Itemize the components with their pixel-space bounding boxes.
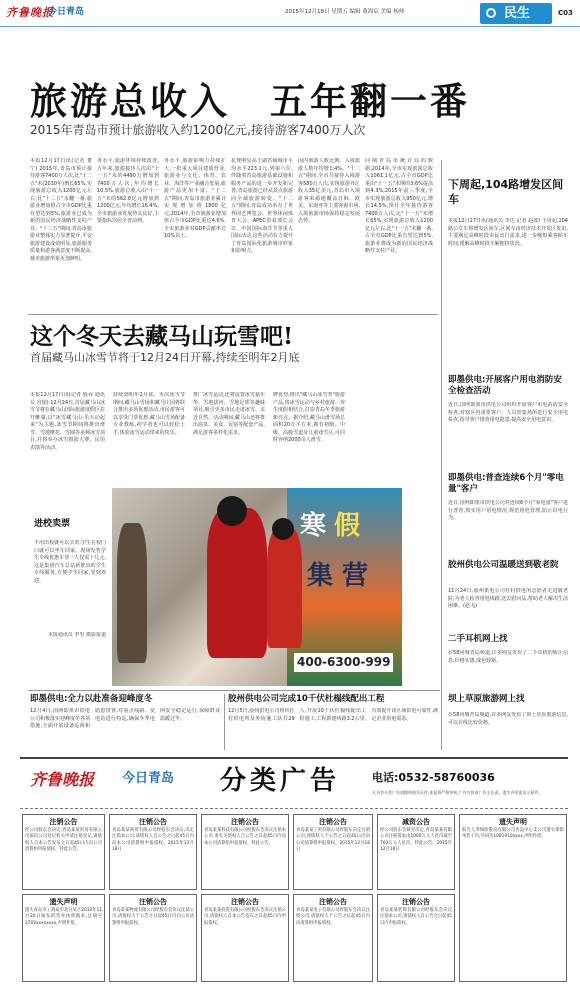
right-headline: 下周起,104路增发区间车	[448, 178, 564, 206]
right-item-4-title: 二手耳机网上找	[448, 634, 508, 644]
ad-box	[459, 814, 567, 982]
ad-title: 注销公告	[402, 898, 430, 906]
ad-box	[293, 814, 373, 890]
section-circle-icon	[486, 8, 496, 18]
ad-box	[377, 894, 455, 982]
ad-title: 注销公告	[139, 898, 167, 906]
classified-edition: 今日青岛	[122, 771, 175, 786]
story2-col-1: 本报12月17日讯(记者 殷乔 通讯员 宫娟) 12月24日,首届藏马山冰雪节将在藏马山国际旅游度假区拉开帷幕,以"冰雪藏马山·乐天动起来"为主题,冰雪节期间将推出滑雪、雪地摩托、雪圈等多种冰雪项目,并将举办冰雪摄影大赛、民俗表演等活动。	[30, 392, 105, 451]
bottom-mid-headline: 胶州供电公司完成10千伏杜榻线配出工程	[228, 694, 385, 704]
news-photo: 寒 假 集 营 400-6300-999	[112, 488, 402, 686]
lead-col-5: 国内旅游人数比例、入境旅游人数年均增长4%。"十二五"期间,全市共接待入境游客580万人次,实现旅游外汇收入35亿美元,青岛市入境游客来源地覆盖日韩、欧美、东南亚等主要客源市场,入境旅游市场保持稳定发展态势。	[298, 158, 360, 224]
lead-col-1: 本报12月17日讯(记者 董宁) 2015年,青岛市预计接待游客7400万人次,比"十二五"末(2010年)增长65%,实现旅游总收入1200亿元左右,比"十二五"末翻一番,旅游业增加值占全市GDP比重有望达到5%,旅游业已成为新的国民经济战略性支柱产业。"十二五"期间,青岛市旅游业整体实力显著提升,平安旅游建设成效明显,旅游服务质量和游客满意度不断提高,城市旅游形象更加鲜明。	[30, 158, 92, 262]
issue-meta: 2015年12月18日 星期五 编辑 董海宸 美编 杨帅	[285, 9, 405, 15]
ad-box	[109, 814, 197, 890]
ad-box	[109, 894, 197, 982]
ad-body: 青岛某某商贸有限公司经股东会决议,决定注销本公司,请债权人自公告之日起45日内向本公司清算组申报债权。2015年12月18日	[112, 828, 194, 852]
ad-title: 遗失声明	[49, 898, 78, 906]
lead-col-2: 务水平,旅游环境持续改善,五年来,旅游接待人次由"十一五"末的4490万增加到7400万人次,年均增长10.5%,旅游总收入由"十一五"末的562.8亿元增加到1200亿元,年均增长16.4%,全市旅游业发展势头良好,主要指标均居全省前列。	[97, 158, 159, 224]
divider	[441, 160, 442, 750]
right-item-3-title: 胶州供电公司温暖送到敬老院	[448, 560, 559, 570]
ad-body: 青岛某某科技有限公司经股东会决议注销本公司,请有关债权人自公告之日起45日内向本公司清算组申报债权。特此公告。	[204, 828, 286, 846]
ad-body: 遗失青岛市工商局市北分局于2012年11月20日核发的营业执照副本,注册号3702xxxxxxxx,声明作废。	[25, 908, 102, 926]
divider	[224, 694, 225, 750]
right-item-4-body: 在58同城青岛频道,许多网友发布了二手耳机的转让信息,价格实惠,成色较新。	[448, 650, 568, 664]
ad-body: 青岛某某电子有限公司经股东会决议注销公司,请债权人于公告之日起45日内向清算组申报债权。	[296, 908, 370, 926]
story2-headline: 这个冬天去藏马山玩雪吧!	[30, 323, 294, 350]
classified-title: 分类广告	[220, 766, 341, 796]
ad-box	[377, 814, 455, 890]
right-item-1-body: 近日,国网即墨市供电公司组织开展客户用电消防安全检查,对辖区内重要客户、人员密集场所进行安全用电检查,指导客户排查用电隐患,提高安全用电意识。	[448, 402, 568, 423]
brief-title: 进校卖票	[34, 519, 71, 529]
ad-body: 青岛某某工贸有限公司经股东决定注销公司,请债权人于公告之日起45日内向公司清算组申报债权。2015年12月18日	[296, 828, 370, 852]
ad-body: 阳光人寿保险股份有限公司青岛中心支公司遗失保险单若干份,号码为1081910xxxx,声明作废。	[462, 828, 564, 840]
classified-logo: 齐鲁晚报	[30, 770, 95, 789]
ad-body: 经公司股东会决议,青岛某某贸易有限公司拟向公司登记机关申请注销登记,请债权人自本公告发布之日起45日内向公司清算组申报债权。特此公告。	[25, 828, 102, 852]
right-item-5-title: 坝上草原旅游网上找	[448, 694, 525, 704]
story2-col-2: 持续到明年2月底。本次冰雪节期间,藏马山雪场和藏马庄园将联合推出多项优惠活动,市民游客可以享受门票优惠,藏马山雪场配备专业教练,初学者也可以轻松上手,体验冰雪运动带来的快乐。	[113, 392, 185, 436]
ad-box	[22, 894, 105, 982]
ad-body: 青岛某某装饰有限公司经股东会决议注销本公司,请债权人自公告之日起45日内申报债权。	[380, 908, 452, 926]
story2-col-3: 推广冰雪运动,还将设置冰雪嘉年华、雪地拔河、雪地足球等趣味项目,吸引更多市民走进冰雪、亲近自然。活动期间,藏马山还将推出温泉、美食、民宿等配套产品,满足游客多样化需求。	[193, 392, 265, 436]
classified-phone: 电话:0532-58760036	[372, 771, 495, 784]
ad-body: 经公司股东会研究决定,青岛某某有限公司注册资本由1000万元人民币减至760万元人民币。特此公告。2015年12月18日	[380, 828, 452, 852]
divider	[28, 314, 438, 315]
ad-title: 注销公告	[319, 818, 347, 826]
right-item-1-title: 即墨供电:开展客户用电消防安全检查活动	[448, 375, 562, 397]
divider	[20, 808, 568, 809]
section-label: 民生	[480, 3, 552, 24]
newspaper-logo: 齐鲁晚报	[6, 6, 54, 19]
brief-byline: 本报通讯员 李男 摄影报道	[47, 632, 106, 638]
bottom-left-body: 12月4日,国网即墨市供电公司积极落实迎峰度冬各项措施,全面开展设备巡视和隐患排查,对重点线路、变电站进行特巡,确保冬季电网安全稳定运行,保障群众温暖过冬。	[30, 708, 220, 729]
lead-subheadline: 2015年青岛市预计旅游收入约1200亿元,接待游客7400万人次	[30, 123, 366, 137]
ad-body: 青岛某某物流有限公司经股东会决议注销公司,请债权人于公告之日起45日内向公司清算组申报债权。	[112, 908, 194, 926]
lead-col-3: 务水平,旅游影响力持续扩大,一批重大项目建成营业,旅游业与文化、体育、农业、海洋等产业融合发展,旅游产品更加丰富。"十二五"期间,青岛市旅游业累计实现增加值1800亿元,2014年,全市旅游业增加值占全市GDP比重达4.6%,全市旅游业对GDP贡献率达10%以上。	[164, 158, 226, 239]
story2-col-4: 牌优势,推出"藏马山冰雪季"旅游产品,将冰雪运动与乡村旅游、养生度假相结合,打造青岛冬季旅游新亮点。据介绍,藏马山滑雪场总面积20万平方米,拥有初级、中级、高级雪道及儿童戏雪区,可同时容纳2000余人滑雪。	[273, 392, 345, 443]
lead-col-6: 同期青岛市统计局的数据,2014年,全市实现旅游总收入1061.1亿元,占全市GDP比重由"十一五"末期的3.6%提高到4.3%,2015年前三季度,全市实现旅游总收入950亿元,增长14.5%,预计全年接待游客7400万人次,比"十一五"末增长65%,实现旅游总收入1200亿元左右,比"十一五"末翻一番,占全市GDP比重有望达到5%,旅游业将成为新的国民经济战略性支柱产业。	[365, 158, 433, 254]
story2-subheadline: 首届藏马山冰雪节将于12月24日开幕,持续至明年2月底	[30, 351, 300, 364]
lead-col-4: 花费明显高于副省级城市平均水平223.1元,列第六位,伴随着青岛旅游基础设施和服务产品的进一步开发和完善,青岛旅游已经从景点旅游向全域旅游转变。"十二五"期间,青岛成功举办了世界园艺博览会、世界休闲体育大会、APEC贸易部长会议、中国国际海洋节等重大国际活动,这些活动有力提升了青岛国际化旅游城市形象和影响力。	[231, 158, 293, 254]
right-item-2-body: 近日,国网即墨市供电公司对连续6个月"零电量"客户进行普查,核实用户用电情况,规范用电管理,防止窃电行为。	[448, 500, 568, 521]
edition-name: 今日青岛	[48, 7, 85, 17]
ad-title: 注销公告	[319, 898, 347, 906]
lead-headline: 旅游总收入 五年翻一番	[30, 79, 470, 123]
ad-title: 注销公告	[139, 818, 167, 826]
ad-title: 注销公告	[231, 898, 259, 906]
ad-title: 注销公告	[231, 818, 259, 826]
ad-title: 减资公告	[402, 818, 430, 826]
ad-box	[293, 894, 373, 982]
brief-body: 不用出校就可以买票,学生在校门口就可以坐车回家。现场发售学生专线优惠车票一人仅需十几元,这是集团汽车总站新推出的学生专线服务,方便学生回家,受到欢迎。	[34, 540, 106, 584]
ad-box	[201, 814, 289, 890]
classified-note: 凡刊登分类广告请携带相关证件,本报将严格审核,广告内容由广告主负责。遗失声明需出示原件。	[372, 790, 543, 795]
ad-title: 遗失声明	[499, 818, 527, 826]
bottom-left-headline: 即墨供电:全力以赴准备迎峰度冬	[30, 694, 153, 704]
page-number: C03	[558, 9, 573, 17]
right-item-3-body: 11月24日,胶州供电公司杜村供电所志愿者走进敬老院,为老人检查用电线路,送去慰问品,帮助老人解决生活困难。(赵飞)	[448, 588, 568, 609]
divider	[20, 757, 568, 759]
right-item-2-title: 即墨供电:普查连续6个月"零电量"客户	[448, 473, 564, 495]
ad-title: 注销公告	[49, 818, 78, 826]
poster-phone: 400-6300-999	[294, 653, 393, 672]
right-lead: 本报12月17日讯(通讯员 李达 记者 赵波) 下周起,104路公交车将增发区间车,区间车由经济技术开发区发出,主要满足高峰时段市民出行需求,进一步缩短乘客候车时间,缓解高峰时段车厢拥挤状况。	[448, 218, 568, 247]
ad-box	[201, 894, 289, 982]
divider	[28, 690, 440, 691]
bottom-mid-body: 12月5日,胶州供电公司组织杜村供电所及外协施工队共29人,开展10千伏杜榻线配出工程施工,工程新建线路3.2公里,有效提升该区域供电可靠性,满足企业用电需求。	[228, 708, 438, 722]
ad-body: 青岛某某投资有限公司经股东会决议注销公司,请债权人自本公告发布之日起45日内申报债权。	[204, 908, 286, 926]
right-item-5-body: 在58同城青岛频道,许多网友发布了坝上草原旅游信息,可以在线比较价格。	[448, 712, 568, 726]
ad-box	[22, 814, 105, 890]
